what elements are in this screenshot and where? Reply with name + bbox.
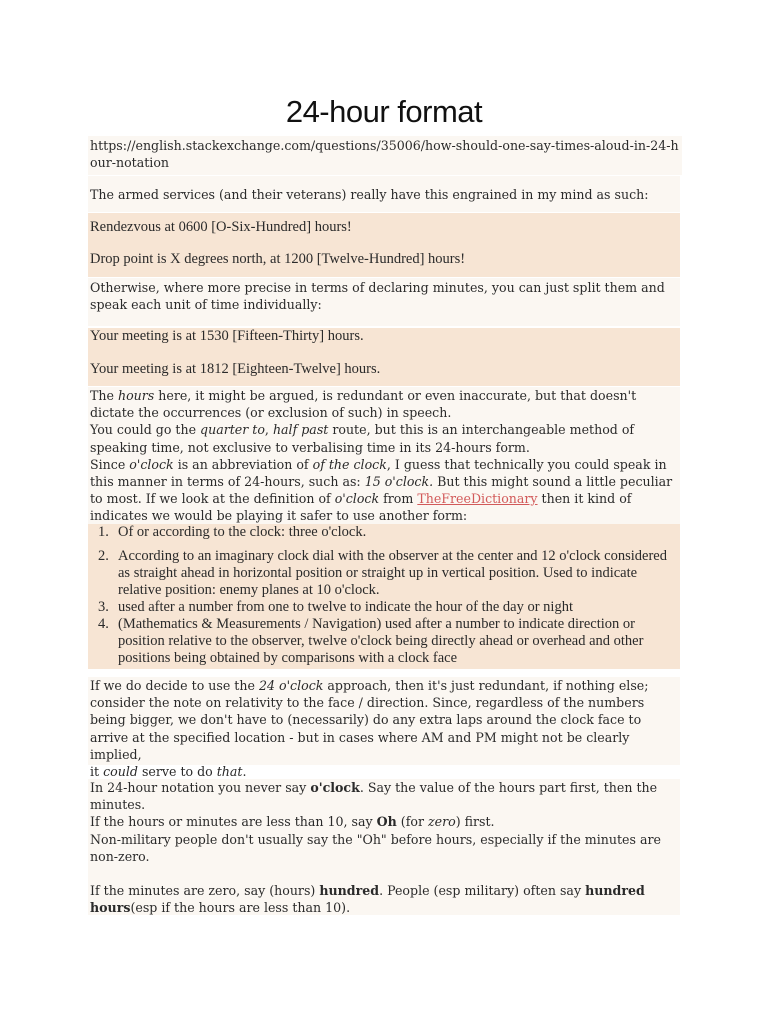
discussion-block: [88, 387, 680, 524]
decide-block: [88, 677, 680, 780]
definition-list-block: [88, 524, 680, 669]
source-url: https://english.stackexchange.com/questions/35006/how-should-one-say-times-aloud-in-24-hour-notation: [90, 138, 679, 171]
page-title: 24-hour format: [285, 94, 483, 129]
paragraph-zero-minutes: If the minutes are zero, say (hours) hundred. People (esp military) often say hundred hours(esp if the hours are less than 10).: [90, 883, 645, 916]
list-item: 3. used after a number from one to twelve to indicate the hour of the day or night: [98, 599, 573, 615]
list-item: 1. Of or according to the clock: three o'clock.: [98, 524, 367, 540]
notation-block: [88, 779, 680, 915]
quote-line: Your meeting is at 1530 [Fifteen-Thirty] hours.: [90, 328, 364, 344]
list-item: 2. According to an imaginary clock dial with the observer at the center and 12 o'clock considered as straight ahead in horizontal position or straight up in vertical position. Used to indicate relative position: enemy planes at 10 o'clock.: [98, 548, 667, 598]
intro-block: [88, 176, 680, 212]
paragraph-hours: The hours here, it might be argued, is redundant or even inaccurate, but that doesn't dictate the occurrences (or exclusion of such) in speech.: [90, 388, 637, 421]
paragraph-non-military: Non-military people don't usually say the "Oh" before hours, especially if the minutes are non-zero.: [90, 831, 661, 864]
freedictionary-link[interactable]: TheFreeDictionary: [417, 491, 538, 507]
quote-block-1: [88, 213, 680, 277]
paragraph-less-than-10: If the hours or minutes are less than 10, say Oh (for zero) first.: [90, 814, 495, 830]
quote-line: Drop point is X degrees north, at 1200 [Twelve-Hundred] hours!: [90, 251, 466, 267]
quote-line: Rendezvous at 0600 [O-Six-Hundred] hours!: [90, 219, 352, 235]
quote-line: Your meeting is at 1812 [Eighteen-Twelve] hours.: [90, 361, 381, 377]
intro-text: The armed services (and their veterans) really have this engrained in my mind as such:: [90, 187, 649, 202]
paragraph-since: Since o'clock is an abbreviation of of the clock, I guess that technically you could speak in this manner in terms of 24-hours, such as: 15 o'clock. But this might sound a little peculiar to most. If we look at the definition of o'clock from TheFreeDictionary then it kind of indicates we would be playing it safer to use another form:: [90, 456, 673, 524]
paragraph-decide: If we do decide to use the 24 o'clock approach, then it's just redundant, if nothing else; consider the note on relativity to the face / direction. Since, regardless of the numbers being bigger, we don't have to (necessarily) do any extra laps around the clock face to arrive at the specified location - but in cases where AM and PM might not be clearly implied, it could serve to do that.: [90, 678, 649, 780]
otherwise-text: Otherwise, where more precise in terms of declaring minutes, you can just split them and speak each unit of time individually:: [90, 280, 665, 313]
paragraph-notation: In 24-hour notation you never say o'clock. Say the value of the hours part first, then the minutes.: [90, 780, 658, 813]
list-item: 4. (Mathematics & Measurements / Navigation) used after a number to indicate direction or position relative to the observer, twelve o'clock being directly ahead or overhead and other positions being obtained by comparisons with a clock face: [98, 616, 644, 666]
definition-list: [88, 524, 680, 667]
source-url-block: [88, 136, 682, 175]
paragraph-quarter: You could go the quarter to, half past route, but this is an interchangeable method of speaking time, not exclusive to verbalising time in its 24-hours form.: [90, 422, 635, 455]
otherwise-block: [88, 278, 680, 326]
quote-block-2: [88, 328, 680, 386]
